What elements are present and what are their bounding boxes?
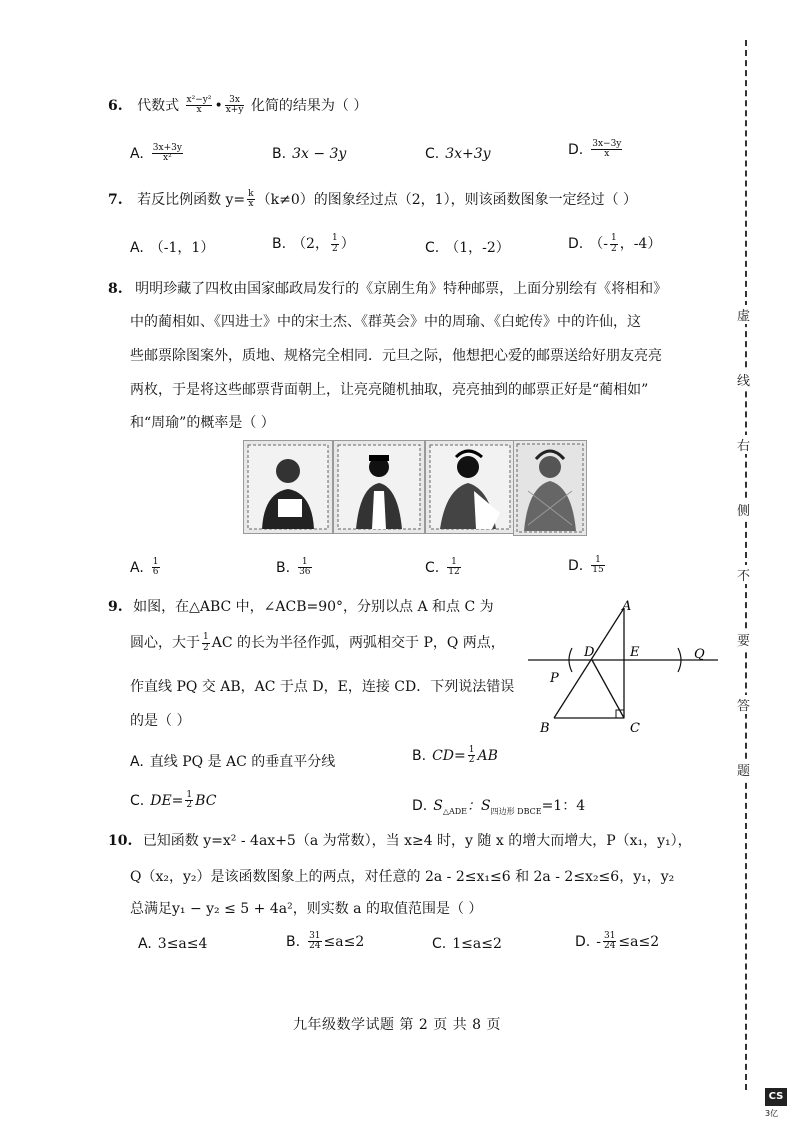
q10-line: Q（x₂，y₂）是该函数图象上的两点，对任意的 2a - 2≤x₁≤6 和 2a - 2≤x₂≤6，y₁，y₂ [130, 869, 675, 885]
q8-option-d: D. $\frac{1}{15}$ [568, 555, 604, 576]
q8-line: 和“周瑜”的概率是（ ） [130, 415, 275, 431]
q8-option-b: B. $\frac{1}{36}$ [276, 557, 311, 578]
q6-option-c: C. 3x+3y [425, 146, 491, 162]
label-p: P [550, 671, 559, 686]
q10-line: 总满足y₁ − y₂ ≤ 5 + 4a²，则实数 a 的取值范围是（ ） [130, 901, 483, 917]
segment-ab [554, 608, 624, 718]
q9-option-d: D. $S_{\triangle ADE}$：$S_{四边形 DBCE}=1$：4 [412, 798, 586, 816]
opera-figure-icon [334, 441, 424, 533]
opera-figure-icon [426, 441, 514, 533]
fraction: $\frac{\text{x²−y²}}{x}$ [186, 95, 212, 116]
label-q: Q [694, 647, 705, 662]
question-10: 10. 已知函数 y=x² - 4ax+5（a 为常数），当 x≥4 时，y 随 x 的增大而增大，P（x₁，y₁）， [108, 833, 692, 849]
side-char: 侧 [737, 500, 750, 519]
q9-option-a: A. 直线 PQ 是 AC 的垂直平分线 [130, 754, 336, 770]
corner-logo-sub: 3亿 [765, 1109, 779, 1118]
label-d: D [584, 645, 595, 660]
label-b: B [540, 721, 550, 736]
side-char: 要 [737, 630, 750, 649]
q10-option-c: C. 1≤a≤2 [432, 936, 502, 952]
stamp-image [425, 440, 515, 534]
label-c: C [630, 721, 640, 736]
question-number: 8. [108, 281, 123, 297]
q10-option-a: A. 3≤a≤4 [138, 936, 208, 952]
stamp-image [243, 440, 333, 534]
q8-line: 两枚，于是将这些邮票背面朝上，让亮亮随机抽取，亮亮抽到的邮票正好是“蔺相如” [130, 382, 649, 398]
q9-line: 的是（ ） [130, 713, 191, 729]
fraction: $\frac{k}{x}$ [248, 189, 254, 210]
side-char: 答 [737, 695, 750, 714]
q6-option-a: A. $\frac{3x+3y}{\text{x²}}$ [130, 143, 182, 164]
question-number: 6. [108, 97, 123, 114]
question-7: 7. 若反比例函数 y= $\frac{k}{x}$ （k≠0）的图象经过点（2，1），则该函数图象一定经过（ ） [108, 189, 638, 210]
corner-logo: CS [765, 1088, 787, 1106]
q7-option-a: A. （-1，1） [130, 240, 215, 256]
side-char: 右 [737, 435, 750, 454]
question-number: 9. [108, 599, 123, 615]
question-number: 10. [108, 833, 133, 849]
q6-option-d: D. $\frac{3x-3y}{x}$ [568, 139, 622, 160]
q8-line: 中的蔺相如、《四进士》中的宋士杰、《群英会》中的周瑜、《白蛇传》中的许仙，这 [130, 314, 641, 330]
segment-cd [592, 660, 624, 718]
label-a: A [622, 599, 632, 614]
side-char: 不 [737, 565, 750, 584]
q9-option-b: B. CD= $\frac{1}{2}$ AB [412, 745, 498, 766]
q6-option-b: B. 3x − 3y [272, 146, 347, 162]
label-e: E [630, 645, 640, 660]
q8-option-a: A. $\frac{1}{6}$ [130, 557, 159, 578]
q7-option-c: C. （1，-2） [425, 240, 510, 256]
page-footer: 九年级数学试题 第 2 页 共 8 页 [292, 1017, 501, 1033]
side-char: 题 [737, 760, 750, 779]
triangle-figure [528, 596, 724, 736]
q8-option-c: C. $\frac{1}{12}$ [425, 557, 460, 578]
q10-option-d: D. - $\frac{31}{24}$ ≤a≤2 [575, 931, 660, 952]
opera-figure-icon [514, 441, 586, 535]
question-number: 7. [108, 191, 123, 208]
q9-line: 作直线 PQ 交 AB，AC 于点 D，E，连接 CD．下列说法错误 [130, 679, 515, 695]
stamp-image [513, 440, 587, 536]
q8-line: 些邮票除图案外，质地、规格完全相同．元旦之际，他想把心爱的邮票送给好朋友亮亮 [130, 348, 662, 364]
side-char: 线 [737, 370, 750, 389]
opera-figure-icon [244, 441, 332, 533]
q10-option-b: B. $\frac{31}{24}$ ≤a≤2 [286, 931, 365, 952]
q9-option-c: C. DE= $\frac{1}{2}$ BC [130, 790, 217, 811]
q7-option-d: D. （- $\frac{1}{2}$ ，-4） [568, 233, 662, 254]
q7-option-b: B. （2， $\frac{1}{2}$ ） [272, 233, 355, 254]
question-8: 8. 明明珍藏了四枚由国家邮政局发行的《京剧生角》特种邮票，上面分别绘有《将相和》 [108, 281, 668, 297]
q9-line: 圆心，大于 $\frac{1}{2}$ AC 的长为半径作弧，两弧相交于 P，Q 两点， [130, 632, 505, 653]
fraction: $\frac{3x}{x+y}$ [225, 95, 244, 116]
question-6: 6. 代数式 $\frac{\text{x²−y²}}{x}$ • $\frac{3x}{x+y}$ 化简的结果为（ ） [108, 95, 368, 116]
side-char: 虚 [737, 305, 750, 324]
question-9: 9. 如图，在△ABC 中，∠ACB=90°，分别以点 A 和点 C 为 [108, 599, 494, 615]
stamp-image [333, 440, 425, 534]
